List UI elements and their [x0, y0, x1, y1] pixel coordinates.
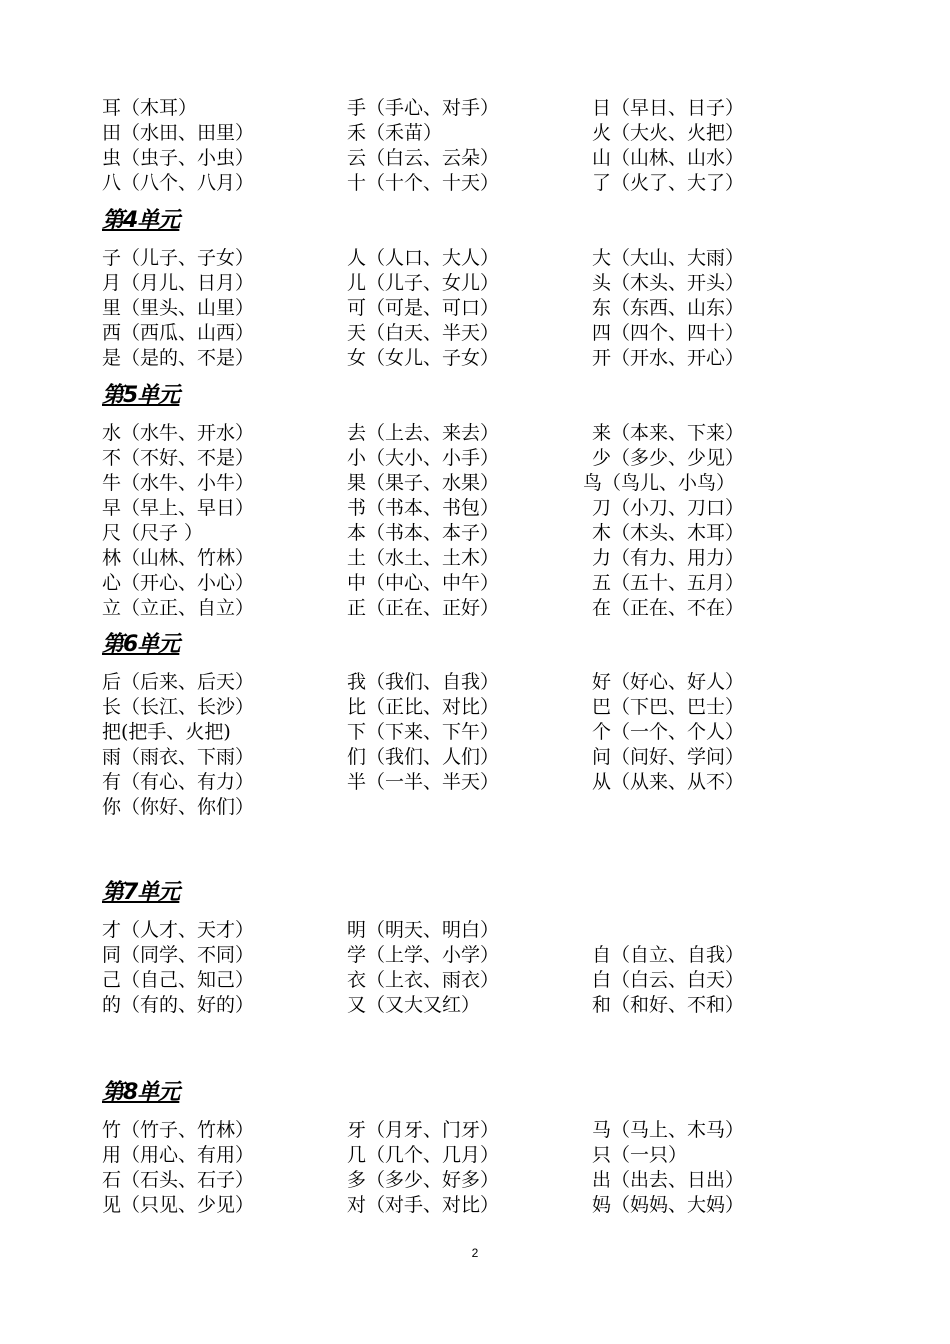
- word-entry: 从（从来、从不）: [592, 771, 745, 793]
- word-entry: 子（儿子、子女）: [102, 247, 255, 269]
- word-entry: 又（又大又红）: [347, 994, 481, 1016]
- word-entry: 不（不好、不是）: [102, 447, 255, 469]
- word-entry: 林（山林、竹林）: [102, 547, 255, 569]
- word-entry: 牙（月牙、门牙）: [347, 1119, 500, 1141]
- word-entry: 长（长江、长沙）: [102, 696, 255, 718]
- word-entry: 中（中心、中午）: [347, 572, 500, 594]
- word-entry: 雨（雨衣、下雨）: [102, 746, 255, 768]
- word-entry: 只（一只）: [592, 1144, 688, 1166]
- word-entry: 见（只见、少见）: [102, 1194, 255, 1216]
- page-number: 2: [471, 1246, 479, 1260]
- word-entry: 水（水牛、开水）: [102, 422, 255, 444]
- word-entry: 下（下来、下午）: [347, 721, 500, 743]
- word-entry: 少（多少、少见）: [592, 447, 745, 469]
- word-entry: 用（用心、有用）: [102, 1144, 255, 1166]
- word-entry: 巴（下巴、巴士）: [592, 696, 745, 718]
- word-entry: 鸟（鸟儿、小鸟）: [583, 472, 736, 494]
- word-entry: 学（上学、小学）: [347, 944, 500, 966]
- word-entry: 日（早日、日子）: [592, 97, 745, 119]
- word-entry: 去（上去、来去）: [347, 422, 500, 444]
- word-entry: 果（果子、水果）: [347, 472, 500, 494]
- word-entry: 才（人才、天才）: [102, 919, 255, 941]
- word-entry: 白（白云、白天）: [592, 969, 745, 991]
- word-entry: 们（我们、人们）: [347, 746, 500, 768]
- word-entry: 比（正比、对比）: [347, 696, 500, 718]
- word-entry: 里（里头、山里）: [102, 297, 255, 319]
- word-entry: 心（开心、小心）: [102, 572, 255, 594]
- word-entry: 刀（小刀、刀口）: [592, 497, 745, 519]
- word-entry: 正（正在、正好）: [347, 597, 500, 619]
- word-entry: 开（开水、开心）: [592, 347, 745, 369]
- word-entry: 耳（木耳）: [102, 97, 198, 119]
- word-entry: 可（可是、可口）: [347, 297, 500, 319]
- word-entry: 立（立正、自立）: [102, 597, 255, 619]
- word-entry: 石（石头、石子）: [102, 1169, 255, 1191]
- word-entry: 山（山林、山水）: [592, 147, 745, 169]
- word-entry: 对（对手、对比）: [347, 1194, 500, 1216]
- word-entry: 力（有力、用力）: [592, 547, 745, 569]
- word-entry: 马（马上、木马）: [592, 1119, 745, 1141]
- word-entry: 小（大小、小手）: [347, 447, 500, 469]
- word-entry: 把(把手、火把): [102, 721, 231, 743]
- word-entry: 好（好心、好人）: [592, 671, 745, 693]
- word-entry: 你（你好、你们）: [102, 796, 255, 818]
- word-entry: 竹（竹子、竹林）: [102, 1119, 255, 1141]
- unit-heading: 第5单元: [102, 383, 180, 408]
- word-entry: 天（白天、半天）: [347, 322, 500, 344]
- word-entry: 我（我们、自我）: [347, 671, 500, 693]
- word-entry: 几（几个、几月）: [347, 1144, 500, 1166]
- word-entry: 四（四个、四十）: [592, 322, 745, 344]
- word-entry: 的（有的、好的）: [102, 994, 255, 1016]
- word-entry: 虫（虫子、小虫）: [102, 147, 255, 169]
- word-entry: 大（大山、大雨）: [592, 247, 745, 269]
- word-entry: 在（正在、不在）: [592, 597, 745, 619]
- word-entry: 半（一半、半天）: [347, 771, 500, 793]
- word-entry: 个（一个、个人）: [592, 721, 745, 743]
- word-entry: 早（早上、早日）: [102, 497, 255, 519]
- unit-heading: 第4单元: [102, 208, 180, 233]
- word-entry: 多（多少、好多）: [347, 1169, 500, 1191]
- word-entry: 五（五十、五月）: [592, 572, 745, 594]
- unit-heading: 第6单元: [102, 632, 180, 657]
- word-entry: 头（木头、开头）: [592, 272, 745, 294]
- word-entry: 禾（禾苗）: [347, 122, 443, 144]
- word-entry: 土（水土、土木）: [347, 547, 500, 569]
- word-entry: 了（火了、大了）: [592, 172, 745, 194]
- word-entry: 出（出去、日出）: [592, 1169, 745, 1191]
- word-entry: 同（同学、不同）: [102, 944, 255, 966]
- word-entry: 后（后来、后天）: [102, 671, 255, 693]
- word-entry: 手（手心、对手）: [347, 97, 500, 119]
- word-entry: 儿（儿子、女儿）: [347, 272, 500, 294]
- word-entry: 明（明天、明白）: [347, 919, 500, 941]
- word-entry: 火（大火、火把）: [592, 122, 745, 144]
- word-entry: 有（有心、有力）: [102, 771, 255, 793]
- unit-heading: 第8单元: [102, 1080, 180, 1105]
- word-entry: 八（八个、八月）: [102, 172, 255, 194]
- word-entry: 自（自立、自我）: [592, 944, 745, 966]
- word-entry: 人（人口、大人）: [347, 247, 500, 269]
- word-entry: 女（女儿、子女）: [347, 347, 500, 369]
- word-entry: 东（东西、山东）: [592, 297, 745, 319]
- word-entry: 来（本来、下来）: [592, 422, 745, 444]
- word-entry: 是（是的、不是）: [102, 347, 255, 369]
- word-entry: 田（水田、田里）: [102, 122, 255, 144]
- word-entry: 木（木头、木耳）: [592, 522, 745, 544]
- word-entry: 牛（水牛、小牛）: [102, 472, 255, 494]
- word-entry: 十（十个、十天）: [347, 172, 500, 194]
- unit-heading: 第7单元: [102, 880, 180, 905]
- word-entry: 问（问好、学问）: [592, 746, 745, 768]
- word-entry: 妈（妈妈、大妈）: [592, 1194, 745, 1216]
- word-entry: 尺（尺子 ）: [102, 522, 204, 544]
- word-entry: 书（书本、书包）: [347, 497, 500, 519]
- word-entry: 云（白云、云朵）: [347, 147, 500, 169]
- word-entry: 本（书本、本子）: [347, 522, 500, 544]
- word-entry: 西（西瓜、山西）: [102, 322, 255, 344]
- word-entry: 衣（上衣、雨衣）: [347, 969, 500, 991]
- word-entry: 和（和好、不和）: [592, 994, 745, 1016]
- word-entry: 月（月儿、日月）: [102, 272, 255, 294]
- word-entry: 己（自己、知己）: [102, 969, 255, 991]
